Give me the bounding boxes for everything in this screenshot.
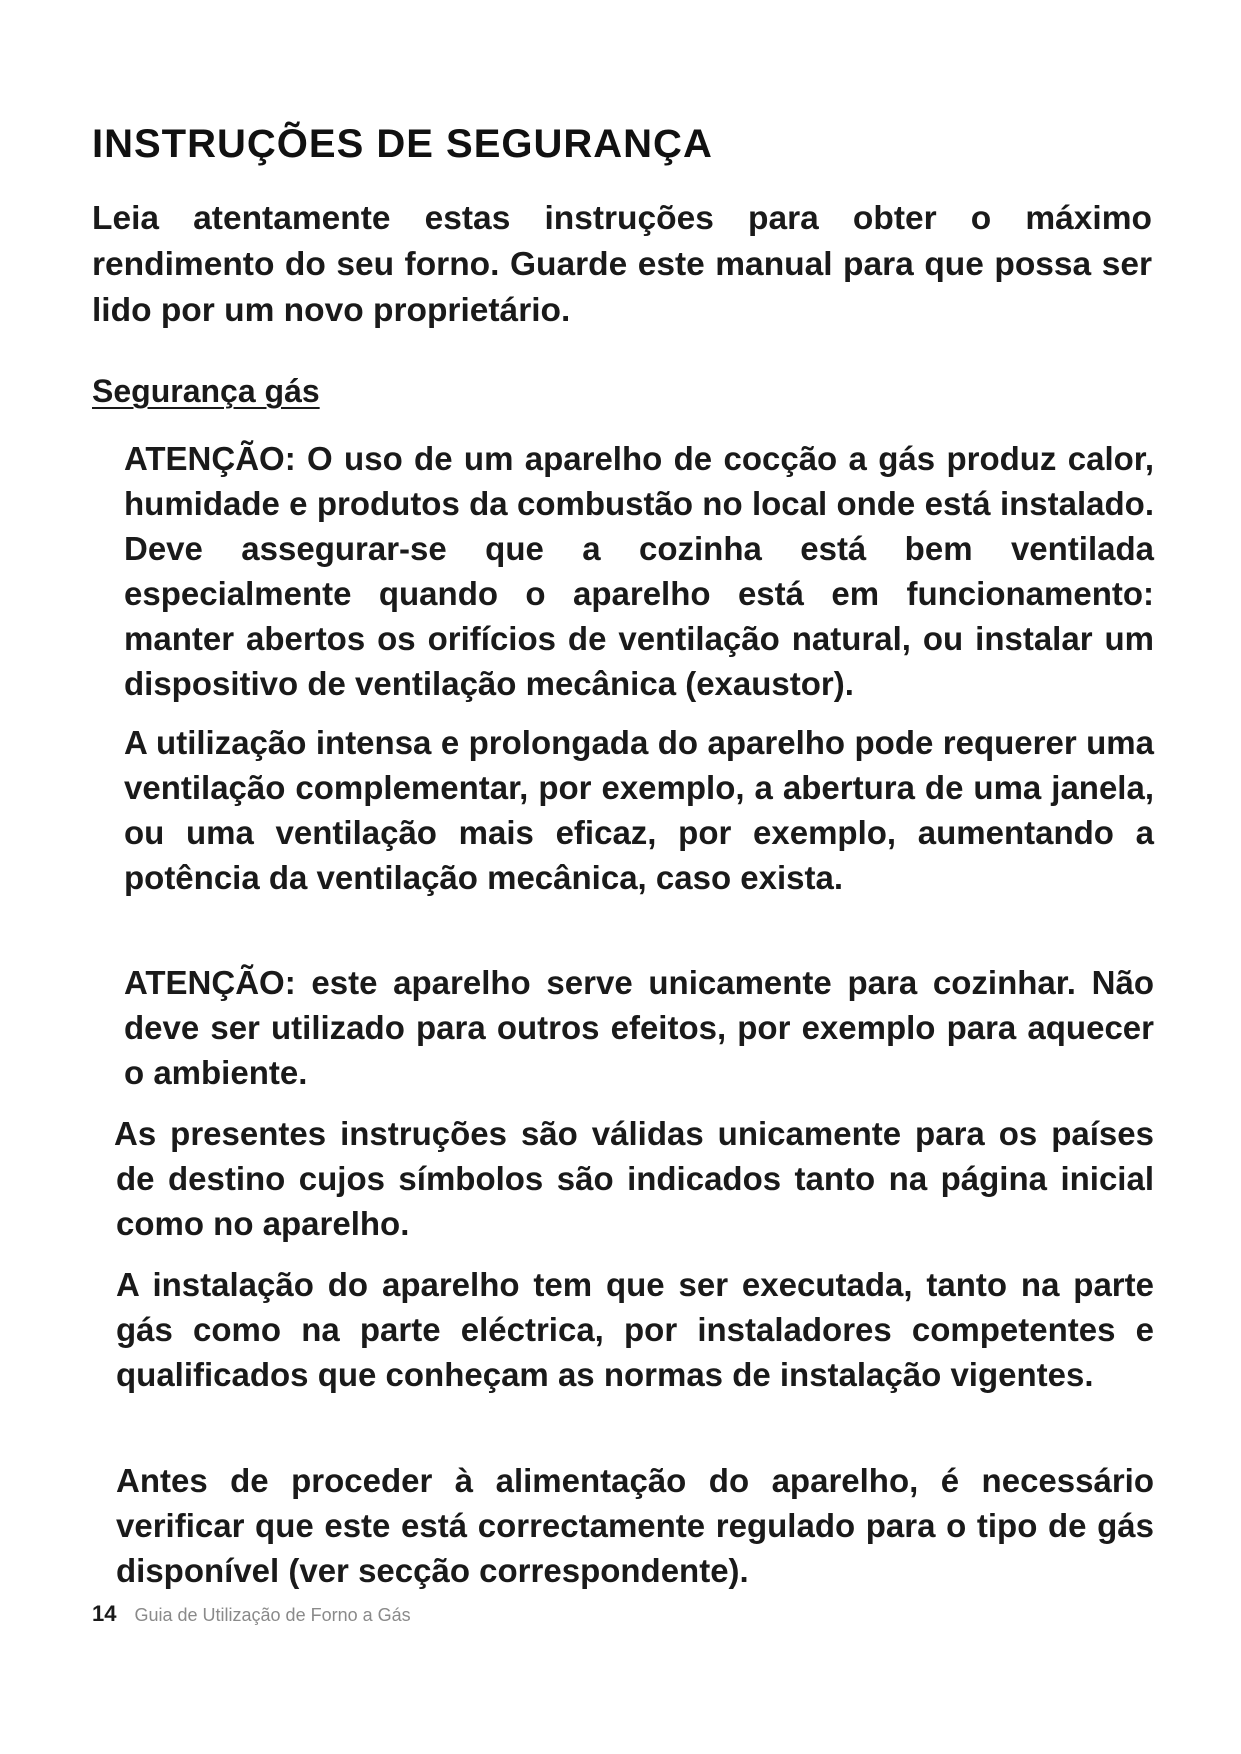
- page-number: 14: [92, 1601, 117, 1626]
- paragraph-installation: A instalação do aparelho tem que ser executada, tanto na parte gás como na parte eléctrica, por instaladores competentes e qualificados que conheçam as normas de instalação vigentes.: [116, 1266, 1154, 1393]
- paragraph-destination-countries: As presentes instruções são válidas unicamente para os países de destino cujos símbolos são indicados tanto na página inicial como no aparelho.: [114, 1115, 1154, 1242]
- paragraph-gas-type-check: Antes de proceder à alimentação do aparelho, é necessário verificar que este está correctamente regulado para o tipo de gás disponível (ver secção correspondente).: [116, 1462, 1154, 1589]
- paragraph-extra-ventilation: A utilização intensa e prolongada do aparelho pode requerer uma ventilação complementar, por exemplo, a abertura de uma janela, ou uma ventilação mais eficaz, por exemplo, aumentando a potência da ventilação mecânica, caso exista.: [124, 724, 1154, 896]
- paragraph-ventilation-warning: ATENÇÃO: O uso de um aparelho de cocção a gás produz calor, humidade e produtos da combustão no local onde está instalado. Deve assegurar-se que a cozinha está bem ventilada especialmente quando o aparelho está em funcionamento: manter abertos os orifícios de ventilação natural, ou instalar um dispositivo de ventilação mecânica (exaustor).: [124, 440, 1154, 702]
- paragraph-cooking-only-warning: ATENÇÃO: este aparelho serve unicamente para cozinhar. Não deve ser utilizado para outros efeitos, por exemplo para aquecer o ambiente.: [124, 964, 1154, 1091]
- section-heading-gas-safety: Segurança gás: [92, 373, 320, 409]
- footer-document-title: Guia de Utilização de Forno a Gás: [134, 1605, 411, 1625]
- page-title: INSTRUÇÕES DE SEGURANÇA: [92, 122, 713, 166]
- page-footer: [92, 1601, 411, 1627]
- intro-paragraph: Leia atentamente estas instruções para obter o máximo rendimento do seu forno. Guarde este manual para que possa ser lido por um novo proprietário.: [92, 200, 1152, 329]
